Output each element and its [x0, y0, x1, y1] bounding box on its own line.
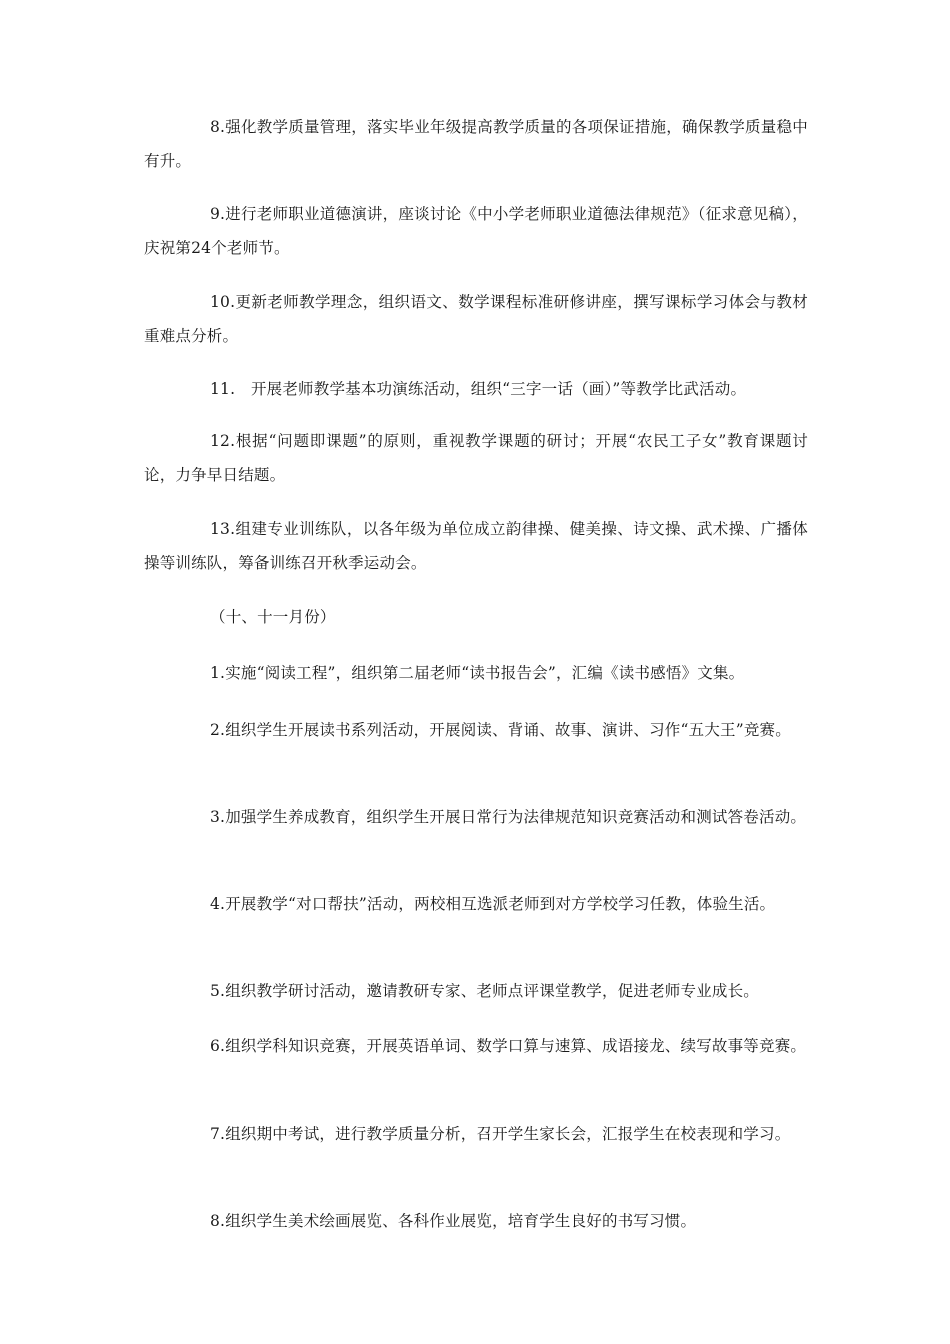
paragraph-nov-item-3: 3.加强学生养成教育，组织学生开展日常行为法律规范知识竞赛活动和测试答卷活动。	[210, 808, 807, 826]
section-heading-months: （十、十一月份）	[210, 608, 336, 626]
paragraph-item-13: 13.组建专业训练队，以各年级为单位成立韵律操、健美操、诗文操、武术操、广播体操等训练队，筹备训练召开秋季运动会。	[144, 520, 808, 572]
paragraph-nov-item-1: 1.实施“阅读工程”，组织第二届老师“读书报告会”，汇编《读书感悟》文集。	[210, 664, 745, 682]
paragraph-nov-item-8: 8.组织学生美术绘画展览、各科作业展览，培育学生良好的书写习惯。	[210, 1212, 697, 1230]
paragraph-item-11: 11. 开展老师教学基本功演练活动，组织“三字一话（画）”等教学比武活动。	[210, 380, 747, 398]
paragraph-item-8: 8.强化教学质量管理，落实毕业年级提高教学质量的各项保证措施，确保教学质量稳中有升。	[144, 118, 808, 170]
paragraph-nov-item-2: 2.组织学生开展读书系列活动，开展阅读、背诵、故事、演讲、习作“五大王”竞赛。	[210, 721, 791, 739]
paragraph-nov-item-4: 4.开展教学“对口帮扶”活动，两校相互选派老师到对方学校学习任教，体验生活。	[210, 895, 776, 913]
paragraph-nov-item-5: 5.组织教学研讨活动，邀请教研专家、老师点评课堂教学，促进老师专业成长。	[210, 982, 759, 1000]
paragraph-item-9: 9.进行老师职业道德演讲，座谈讨论《中小学老师职业道德法律规范》（征求意见稿），庆祝第24个老师节。	[144, 205, 808, 257]
paragraph-item-10: 10.更新老师教学理念，组织语文、数学课程标准研修讲座，撰写课标学习体会与教材重难点分析。	[144, 293, 808, 345]
paragraph-nov-item-7: 7.组织期中考试，进行教学质量分析，召开学生家长会，汇报学生在校表现和学习。	[210, 1125, 791, 1143]
paragraph-nov-item-6: 6.组织学科知识竞赛，开展英语单词、数学口算与速算、成语接龙、续写故事等竞赛。	[210, 1037, 807, 1055]
paragraph-item-12: 12.根据“问题即课题”的原则，重视教学课题的研讨；开展“农民工子女”教育课题讨论，力争早日结题。	[144, 432, 808, 484]
